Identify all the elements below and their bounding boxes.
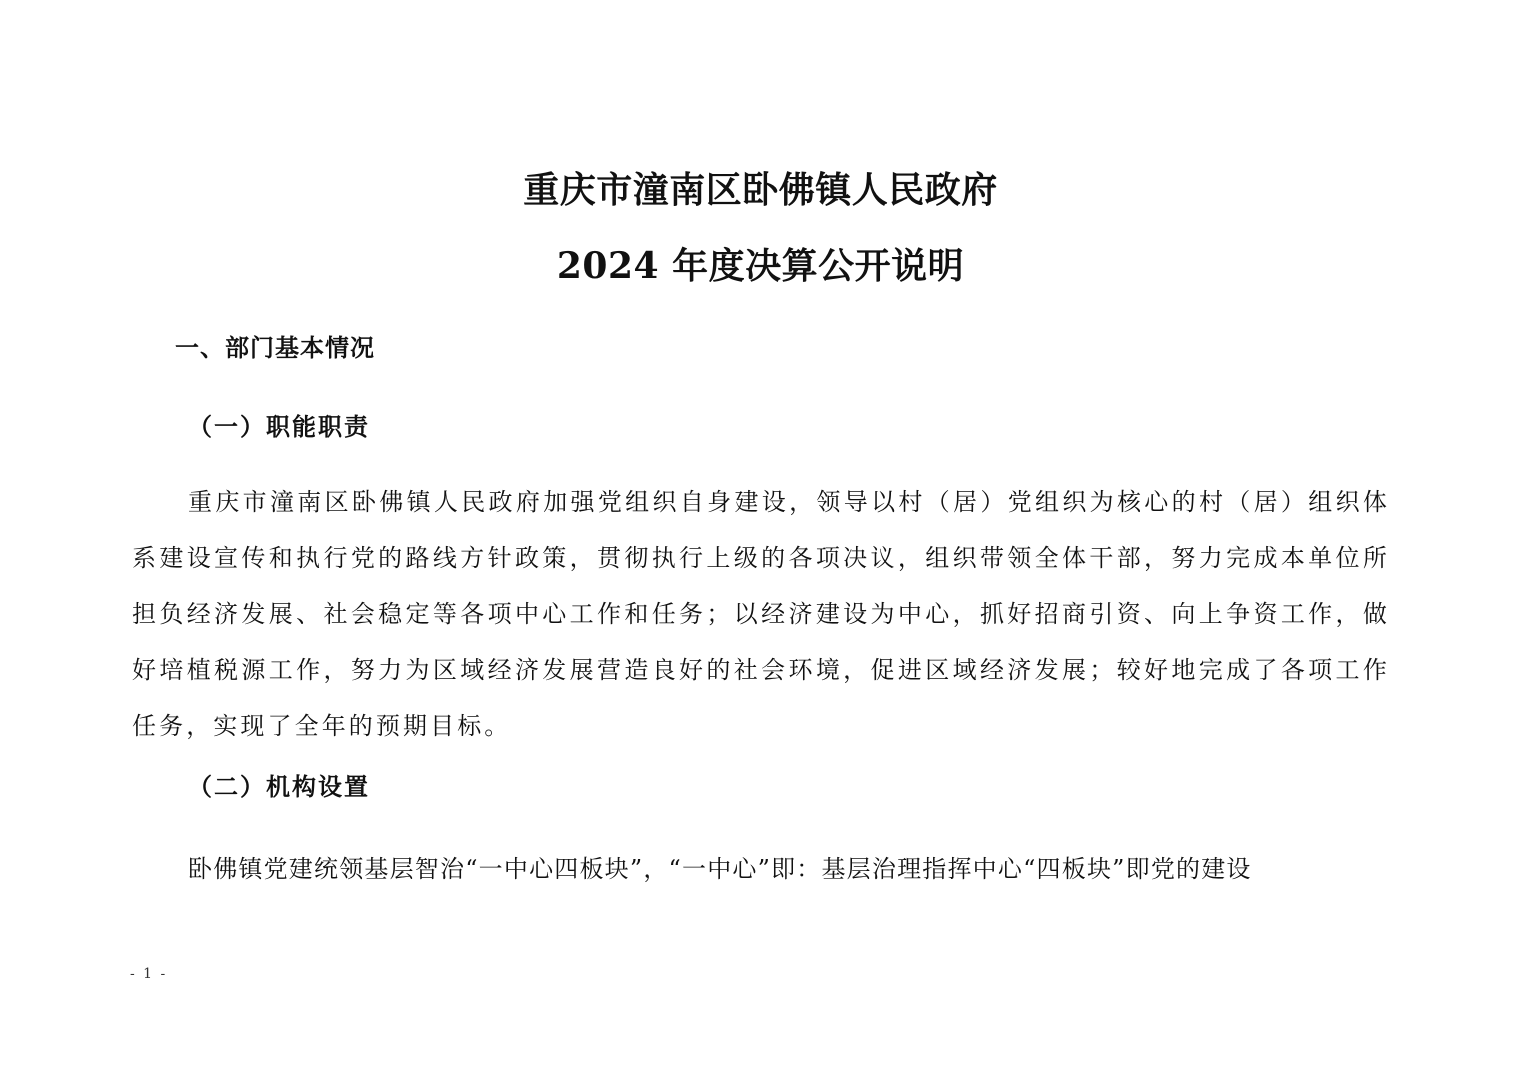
section-heading-basic-info: 一、部门基本情况 [175,334,375,362]
paragraph-organization: 卧佛镇党建统领基层智治“一中心四板块”，“一中心”即：基层治理指挥中心“四板块”即党的建设 [188,855,1252,883]
subsection-heading-organization: （二）机构设置 [188,772,370,801]
document-title: 重庆市潼南区卧佛镇人民政府 [523,169,998,211]
page-number: - 1 - [130,966,168,982]
document-subtitle: 2024 年度决算公开说明 [556,245,965,287]
paragraph-functions: 重庆市潼南区卧佛镇人民政府加强党组织自身建设，领导以村（居）党组织为核心的村（居）组织体系建设宣传和执行党的路线方针政策，贯彻执行上级的各项决议，组织带领全体干部，努力完成本单位所担负经济发展、社会稳定等各项中心工作和任务；以经济建设为中心，抓好招商引资、向上争资工作，做好培植税源工作，努力为区域经济发展营造良好的社会环境，促进区域经济发展；较好地完成了各项工作任务，实现了全年的预期目标。 [132,488,1390,740]
subsection-heading-functions: （一）职能职责 [188,412,370,441]
